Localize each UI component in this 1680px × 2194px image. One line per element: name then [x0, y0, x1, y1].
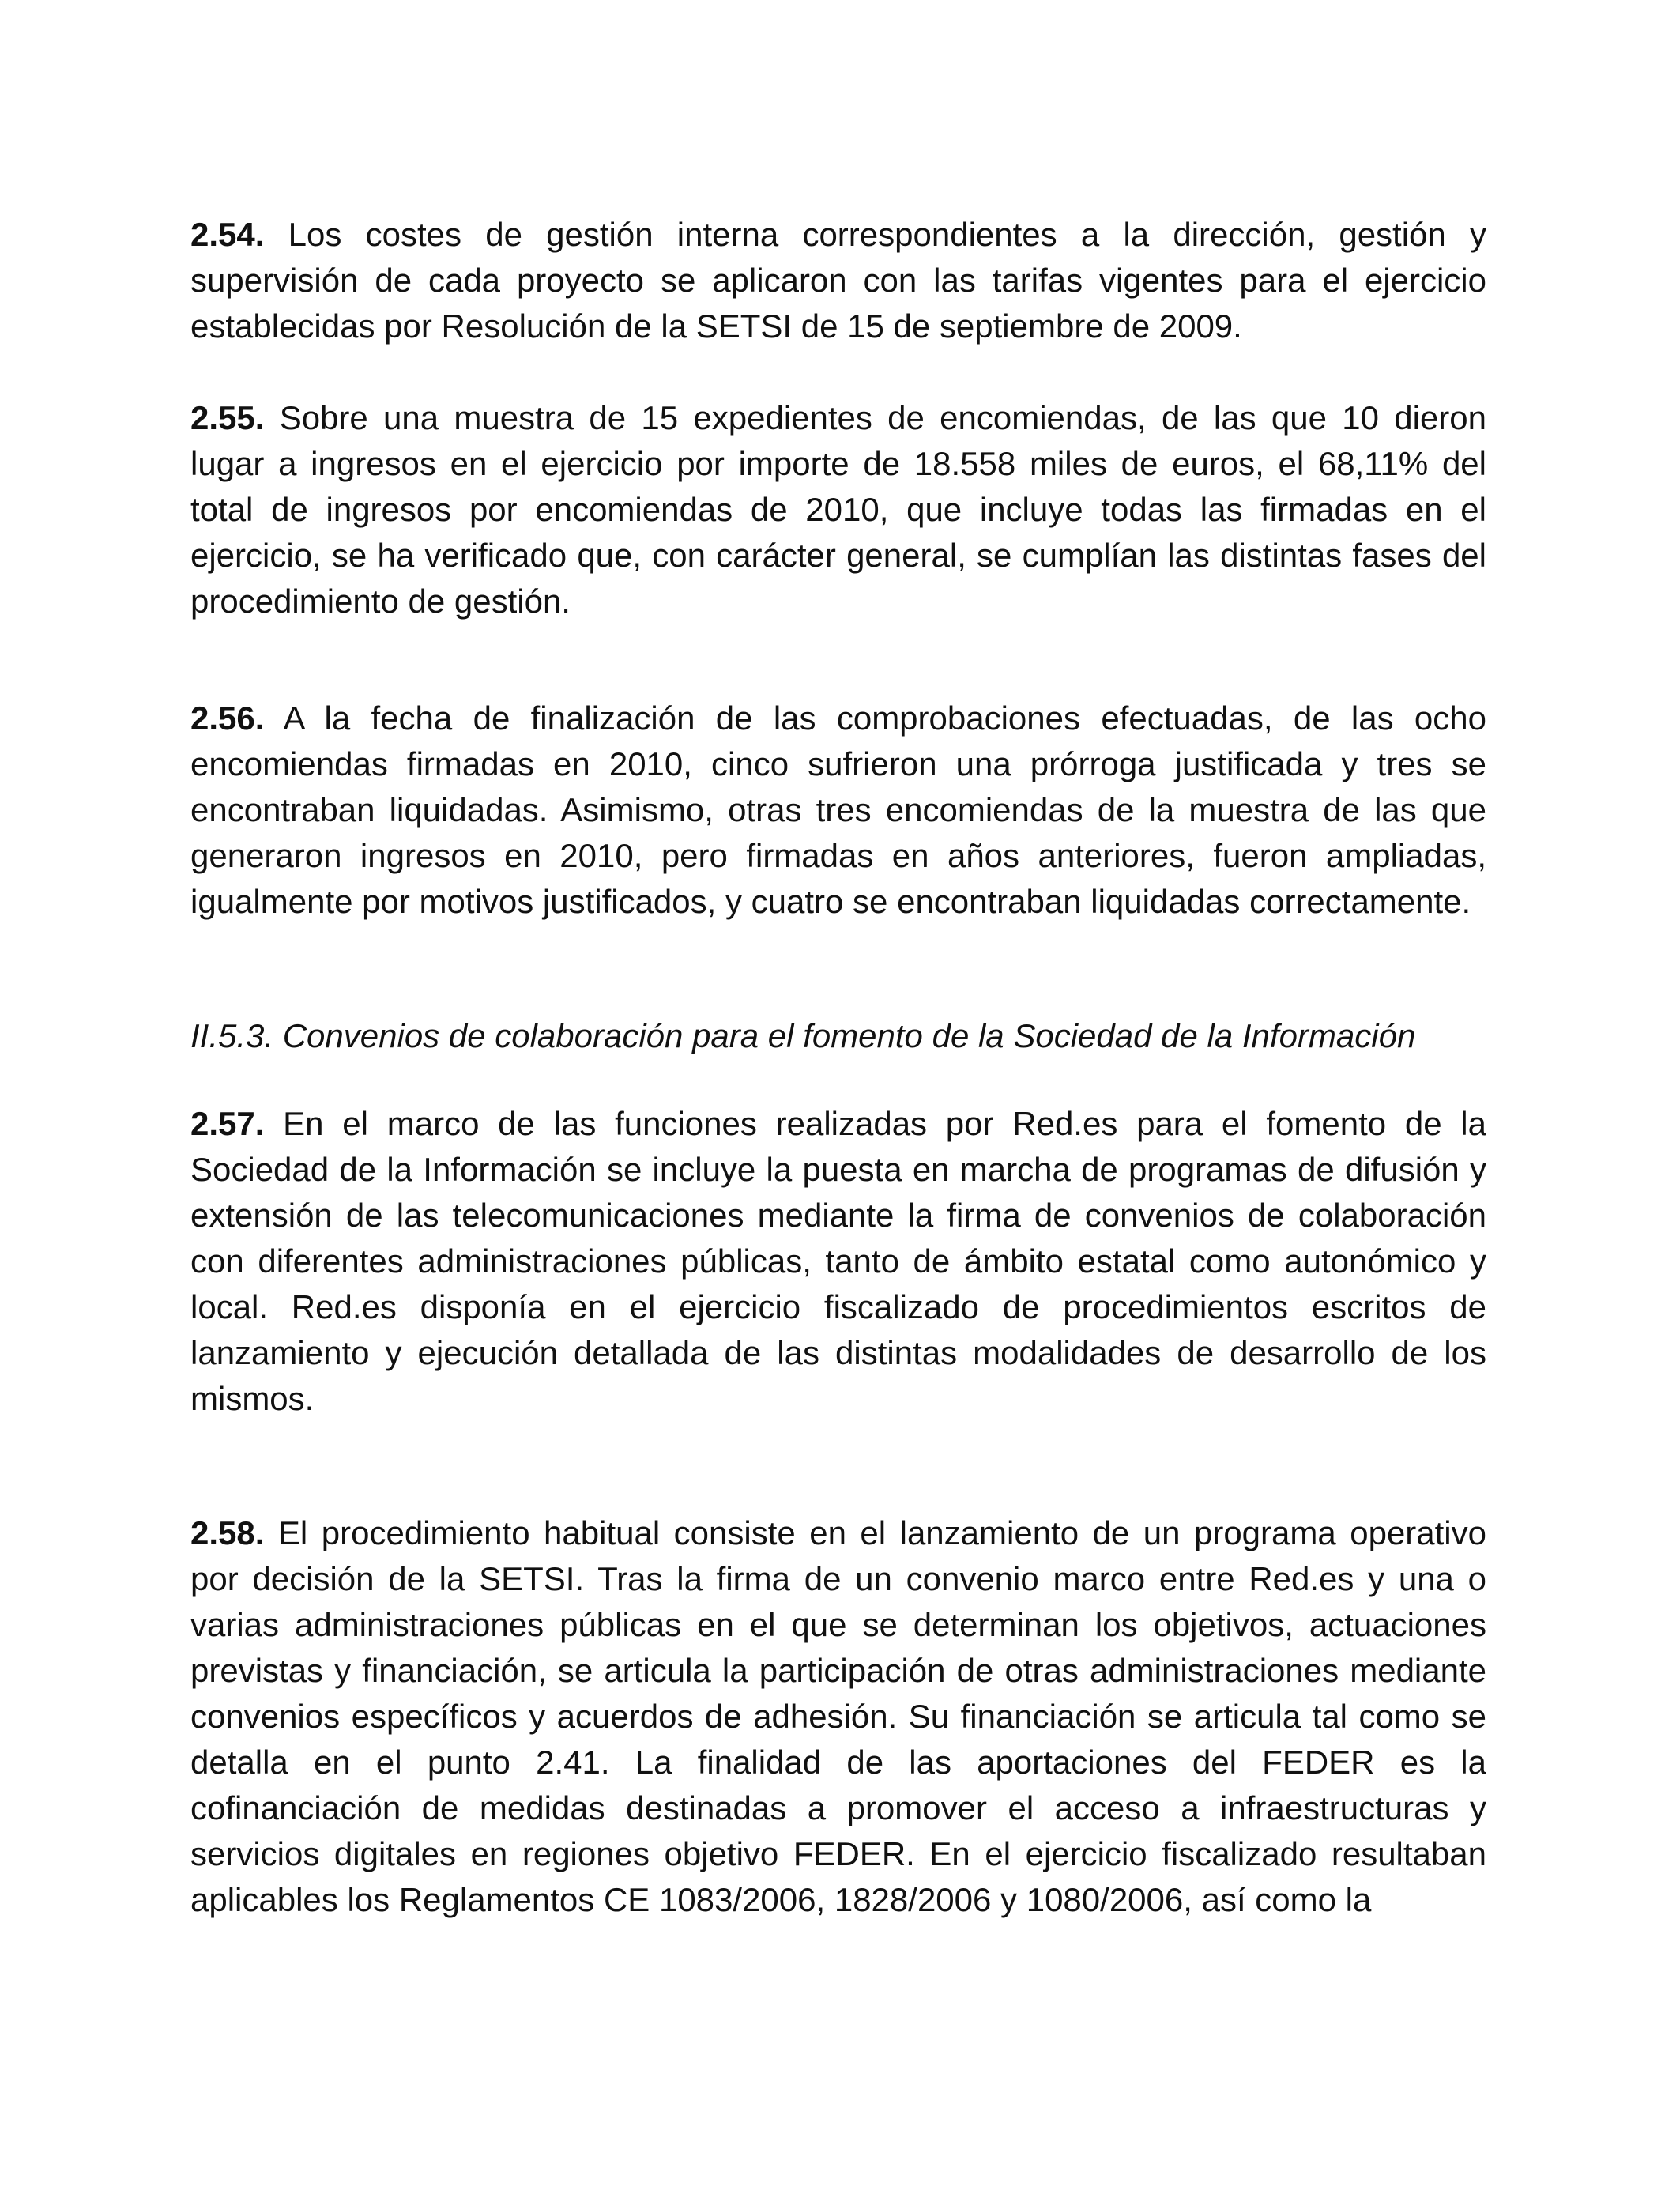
paragraph-number: 2.55. [190, 399, 265, 436]
paragraph-text: En el marco de las funciones realizadas por Red.es para el fomento de la Sociedad de la Información se incluye la puesta en marcha de programas de difusión y extensión de las telecomunicaciones mediante la firma de convenios de colaboración con diferentes administraciones públicas, tanto de ámbito estatal como autonómico y local. Red.es disponía en el ejercicio fiscalizado de procedimientos escritos de lanzamiento y ejecución detallada de las distintas modalidades de desarrollo de los mismos. [190, 1105, 1486, 1417]
section-heading: II.5.3. Convenios de colaboración para el fomento de la Sociedad de la Información [190, 1017, 1416, 1054]
paragraph-number: 2.58. [190, 1514, 265, 1551]
paragraph-2-56 [190, 696, 1486, 925]
paragraph-spacer [190, 1422, 1486, 1510]
paragraph-spacer [190, 624, 1486, 696]
paragraph-spacer [190, 349, 1486, 395]
paragraph-spacer [190, 1059, 1486, 1101]
paragraph-number: 2.54. [190, 216, 265, 253]
paragraph-2-54 [190, 212, 1486, 349]
paragraph-spacer [190, 925, 1486, 1013]
paragraph-text: A la fecha de finalización de las comprobaciones efectuadas, de las ocho encomiendas firmadas en 2010, cinco sufrieron una prórroga justificada y tres se encontraban liquidadas. Asimismo, otras tres encomiendas de la muestra de las que generaron ingresos en 2010, pero firmadas en años anteriores, fueron ampliadas, igualmente por motivos justificados, y cuatro se encontraban liquidadas correctamente. [190, 699, 1486, 920]
document-body [190, 212, 1486, 1923]
paragraph-number: 2.57. [190, 1105, 265, 1142]
paragraph-text: Los costes de gestión interna correspondientes a la dirección, gestión y supervisión de cada proyecto se aplicaron con las tarifas vigentes para el ejercicio establecidas por Resolución de la SETSI de 15 de septiembre de 2009. [190, 216, 1487, 345]
paragraph-2-55 [190, 395, 1486, 624]
paragraph-number: 2.56. [190, 699, 265, 737]
paragraph-2-58 [190, 1510, 1486, 1923]
paragraph-text: El procedimiento habitual consiste en el lanzamiento de un programa operativo por decisión de la SETSI. Tras la firma de un convenio marco entre Red.es y una o varias administraciones públicas en el que se determinan los objetivos, actuaciones previstas y financiación, se articula la participación de otras administraciones mediante convenios específicos y acuerdos de adhesión. Su financiación se articula tal como se detalla en el punto 2.41. La finalidad de las aportaciones del FEDER es la cofinanciación de medidas destinadas a promover el acceso a infraestructuras y servicios digitales en regiones objetivo FEDER. En el ejercicio fiscalizado resultaban aplicables los Reglamentos CE 1083/2006, 1828/2006 y 1080/2006, así como la [190, 1514, 1486, 1918]
paragraph-2-57 [190, 1101, 1486, 1422]
paragraph-text: Sobre una muestra de 15 expedientes de encomiendas, de las que 10 dieron lugar a ingresos en el ejercicio por importe de 18.558 miles de euros, el 68,11% del total de ingresos por encomiendas de 2010, que incluye todas las firmadas en el ejercicio, se ha verificado que, con carácter general, se cumplían las distintas fases del procedimiento de gestión. [190, 399, 1486, 620]
